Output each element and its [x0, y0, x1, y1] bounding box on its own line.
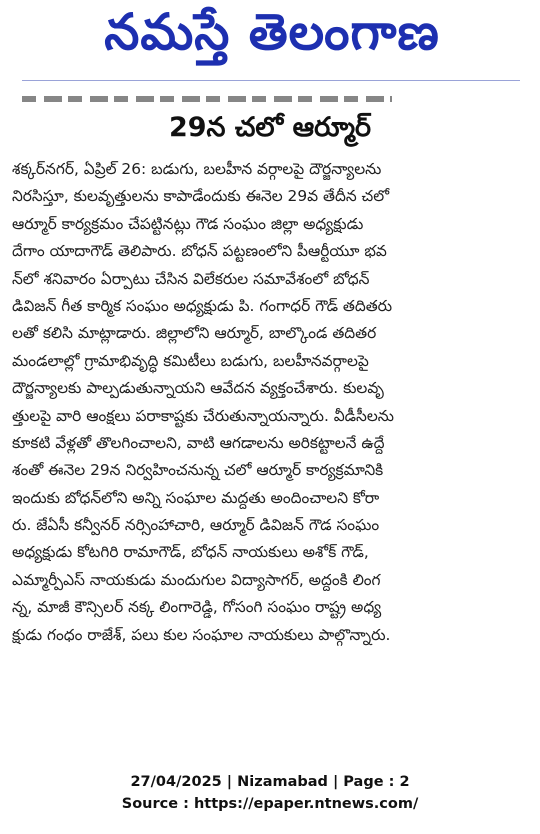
article-line: మండలాల్లో గ్రామాభివృద్ధి కమిటీలు బడుగు, బలహీనవర్గాలపై — [12, 351, 369, 370]
article-line: క్షుడు గంధం రాజేశ్, పలు కుల సంఘాల నాయకులు పాల్గొన్నారు. — [12, 625, 391, 644]
article-line: అధ్యక్షుడు కోటగిరి రామాగౌడ్, బోధన్ నాయకులు అశోక్ గౌడ్, — [12, 543, 369, 562]
article-line: శక్కర్‌నగర్, ఏప్రిల్ 26: బడుగు, బలహీన వర్గాలపై దౌర్జన్యాలను — [12, 160, 382, 178]
article-line: దౌర్జన్యాలకు పాల్పడుతున్నాయని ఆవేదన వ్యక్తంచేశారు. కులవృ — [12, 379, 384, 398]
masthead-divider — [22, 80, 520, 81]
article-line: న్‌లో శనివారం ఏర్పాటు చేసిన విలేకరుల సమావేశంలో బోధన్ — [12, 269, 370, 288]
source-link[interactable]: Source : https://epaper.ntnews.com/ — [121, 796, 419, 812]
article-line: త్తులపై వారి ఆంక్షలు పరాకాష్టకు చేరుతున్నాయన్నారు. వీడీసీలను — [12, 406, 394, 425]
clipped-previous-line — [22, 96, 392, 102]
newspaper-masthead: నమస్తే తెలంగాణ — [104, 2, 440, 61]
article-line: రు. జేఏసీ కన్వీనర్ నర్సింహాచారి, ఆర్మూర్ డివిజన్ గౌడ సంఘం — [12, 516, 380, 535]
article-line: నిరసిస్తూ, కులవృత్తులను కాపాడేందుకు ఈనెల 29వ తేదీన చలో — [12, 187, 390, 206]
edition-info: 27/04/2025 | Nizamabad | Page : 2 — [130, 774, 410, 790]
article-line: శంతో ఈనెల 29న నిర్వహించనున్న చలో ఆర్మూర్ కార్యక్రమానికి — [12, 461, 384, 480]
article-headline: 29న చలో ఆర్మూర్ — [168, 112, 372, 143]
article-line: దేగాం యాదాగౌడ్ తెలిపారు. బోధన్ పట్టణంలోని పీఆర్టీయూ భవ — [12, 242, 387, 261]
article-line: ఎమ్మార్పీఎస్ నాయకుడు మందుగుల విద్యాసాగర్, అద్దంకి లింగ — [12, 570, 381, 589]
article-line: డివిజన్ గీత కార్మిక సంఘం అధ్యక్షుడు పి. గంగాధర్ గౌడ్ తదితరు — [12, 296, 393, 315]
article-body — [12, 156, 528, 649]
article-line: కూకటి వేళ్లతో తొలగించాలని, వాటి ఆగడాలను అరికట్టాలనే ఉద్దే — [12, 433, 385, 452]
article-line: న్న, మాజీ కౌన్సిలర్ నక్క లింగారెడ్డి, గోసంగి సంఘం రాష్ట్ర అధ్య — [12, 598, 382, 617]
article-line: ఆర్మూర్ కార్యక్రమం చేపట్టినట్లు గౌడ సంఘం జిల్లా అధ్యక్షుడు — [12, 214, 364, 233]
article-line: ఇందుకు బోధన్‌లోని అన్ని సంఘాల మద్దతు అందించాలని కోరా — [12, 488, 380, 507]
article-line: లతో కలిసి మాట్లాడారు. జిల్లాలోని ఆర్మూర్, బాల్కొండ తదితర — [12, 324, 377, 343]
